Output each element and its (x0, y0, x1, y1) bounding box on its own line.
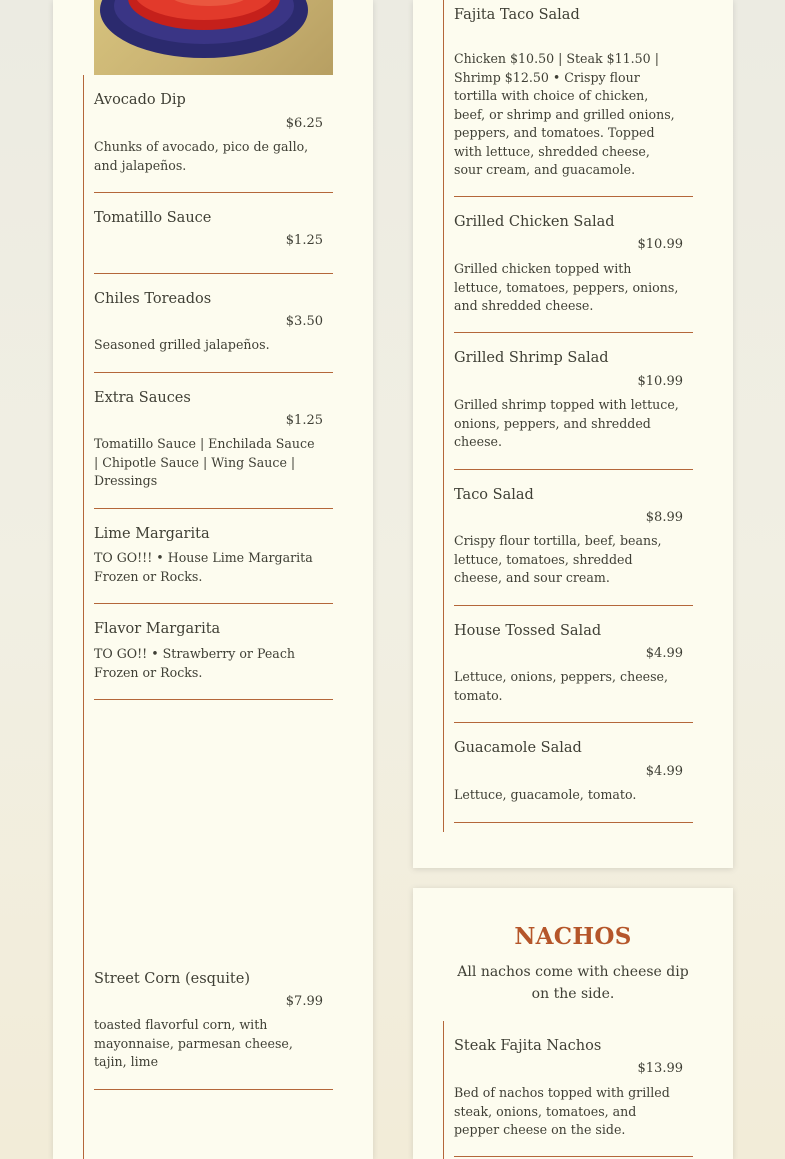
item-description: Bed of nachos topped with grilled steak, onions, tomatoes, and pepper cheese on the side. (454, 1085, 670, 1137)
item-description: TO GO!!! • House Lime Margarita Frozen or Rocks. (94, 550, 313, 584)
item-name: Tomatillo Sauce (94, 210, 212, 226)
menu-item-grilled-shrimp-salad[interactable] (454, 348, 693, 470)
menu-item-steak-fajita-nachos[interactable] (454, 1036, 693, 1157)
column-rule (83, 75, 84, 1159)
menu-item-chiles-toreados[interactable] (94, 289, 333, 373)
item-price: $13.99 (637, 1061, 683, 1076)
menu-item-street-corn[interactable] (94, 969, 333, 1090)
item-description: Chicken $10.50 | Steak $11.50 | Shrimp $12.50 • Crispy flour tortilla with choice of chicken, beef, or shrimp and grilled onions, peppers, and tomatoes. Topped with lettuce, shredded cheese, sour cream, and guacamole. (454, 51, 675, 177)
item-price: $10.99 (637, 237, 683, 252)
menu-item-house-tossed-salad[interactable] (454, 621, 693, 723)
item-name: Steak Fajita Nachos (454, 1038, 602, 1054)
column-rule (443, 0, 444, 832)
menu-panel-nachos (413, 888, 733, 1159)
column-rule (443, 1021, 444, 1159)
menu-item-tomatillo-sauce[interactable] (94, 208, 333, 274)
item-description: Grilled shrimp topped with lettuce, onions, peppers, and shredded cheese. (454, 397, 679, 449)
menu-panel-left (53, 0, 373, 1159)
menu-item-extra-sauces[interactable] (94, 388, 333, 509)
item-price: $10.99 (637, 374, 683, 389)
menu-item-taco-salad[interactable] (454, 485, 693, 606)
item-name: Guacamole Salad (454, 740, 582, 756)
menu-panel-salads (413, 0, 733, 868)
item-description: toasted flavorful corn, with mayonnaise, parmesan cheese, tajin, lime (94, 1017, 293, 1069)
item-description: Seasoned grilled jalapeños. (94, 337, 270, 352)
item-price: $8.99 (645, 510, 683, 525)
item-price: $3.50 (285, 314, 323, 329)
menu-item-guacamole-salad[interactable] (454, 738, 693, 823)
item-price: $4.99 (645, 646, 683, 661)
item-name: Flavor Margarita (94, 621, 221, 637)
item-description: Tomatillo Sauce | Enchilada Sauce | Chipotle Sauce | Wing Sauce | Dressings (94, 436, 315, 488)
food-photo-icon (94, 0, 333, 75)
item-description: TO GO!! • Strawberry or Peach Frozen or Rocks. (94, 646, 295, 680)
item-price: $1.25 (285, 413, 323, 428)
item-price: $7.99 (285, 994, 323, 1009)
menu-item-grilled-chicken-salad[interactable] (454, 212, 693, 333)
item-price: $6.25 (285, 116, 323, 131)
item-description: Grilled chicken topped with lettuce, tomatoes, peppers, onions, and shredded cheese. (454, 261, 679, 313)
item-name: Extra Sauces (94, 390, 191, 406)
item-name: Grilled Shrimp Salad (454, 350, 609, 366)
item-name: Taco Salad (454, 487, 534, 503)
item-name: Grilled Chicken Salad (454, 214, 615, 230)
item-name: House Tossed Salad (454, 623, 602, 639)
item-price: $1.25 (285, 233, 323, 248)
item-description: Chunks of avocado, pico de gallo, and jalapeños. (94, 139, 309, 173)
menu-item-avocado-dip[interactable] (94, 90, 333, 193)
item-description: Crispy flour tortilla, beef, beans, lettuce, tomatoes, shredded cheese, and sour cream. (454, 533, 662, 585)
item-name: Fajita Taco Salad (454, 7, 580, 23)
item-name: Chiles Toreados (94, 291, 212, 307)
item-description: Lettuce, onions, peppers, cheese, tomato. (454, 669, 669, 703)
food-photo (94, 0, 333, 75)
item-name: Avocado Dip (94, 92, 186, 108)
section-note: All nachos come with cheese dip on the side. (457, 964, 689, 1002)
menu-item-lime-margarita[interactable] (94, 524, 333, 604)
menu-item-fajita-taco-salad[interactable] (454, 5, 693, 197)
section-title: NACHOS (514, 923, 632, 950)
item-price: $4.99 (645, 764, 683, 779)
item-description: Lettuce, guacamole, tomato. (454, 787, 637, 802)
item-name: Street Corn (esquite) (94, 971, 250, 987)
menu-item-flavor-margarita[interactable] (94, 619, 333, 700)
item-name: Lime Margarita (94, 526, 210, 542)
